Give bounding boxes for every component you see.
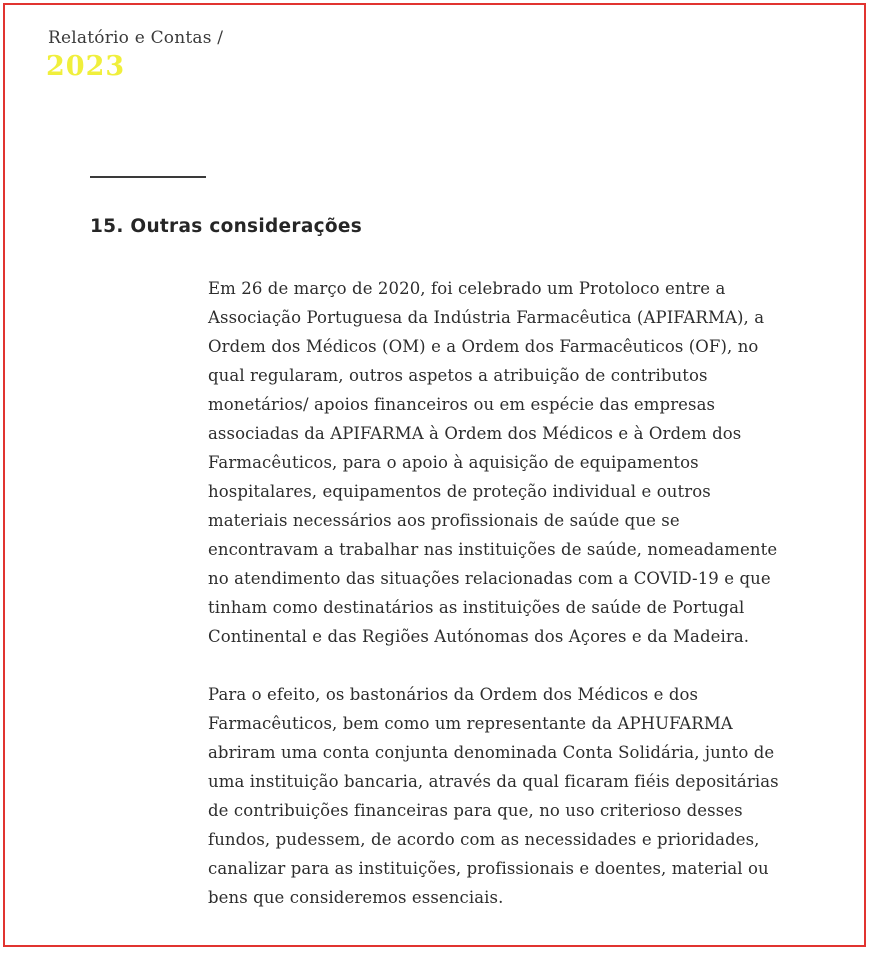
body-paragraph: Em 26 de março de 2020, foi celebrado um Protoloco entre a Associação Portuguesa da Indústria Farmacêutica (APIFARMA), a Ordem dos Médicos (OM) e a Ordem dos Farmacêuticos (OF), no qual regularam, outros aspetos a atribuição de contributos monetários/ apoios financeiros ou em espécie das empresas associadas da APIFARMA à Ordem dos Médicos e à Ordem dos Farmacêuticos, para o apoio à aquisição de equipamentos hospitalares, equipamentos de proteção individual e outros materiais necessários aos profissionais de saúde que se encontravam a trabalhar nas instituições de saúde, nomeadamente no atendimento das situações relacionadas com a COVID-19 e que tinham como destinatários as instituições de saúde de Portugal Continental e das Regiões Autónomas dos Açores e da Madeira. — [208, 279, 778, 646]
report-title: Relatório e Contas / — [48, 28, 224, 48]
body-paragraph: Para o efeito, os bastonários da Ordem dos Médicos e dos Farmacêuticos, bem como um representante da APHUFARMA abriram uma conta conjunta denominada Conta Solidária, junto de uma instituição bancaria, através da qual ficaram fiéis depositárias de contribuições financeiras para que, no uso criterioso desses fundos, pudessem, de acordo com as necessidades e prioridades, canalizar para as instituições, profissionais e doentes, material ou bens que consideremos essenciais. — [208, 685, 779, 907]
report-year: 2023 — [46, 51, 126, 82]
section-body — [208, 274, 794, 941]
section-divider-rule — [90, 176, 206, 178]
section-heading: 15. Outras considerações — [90, 216, 363, 237]
